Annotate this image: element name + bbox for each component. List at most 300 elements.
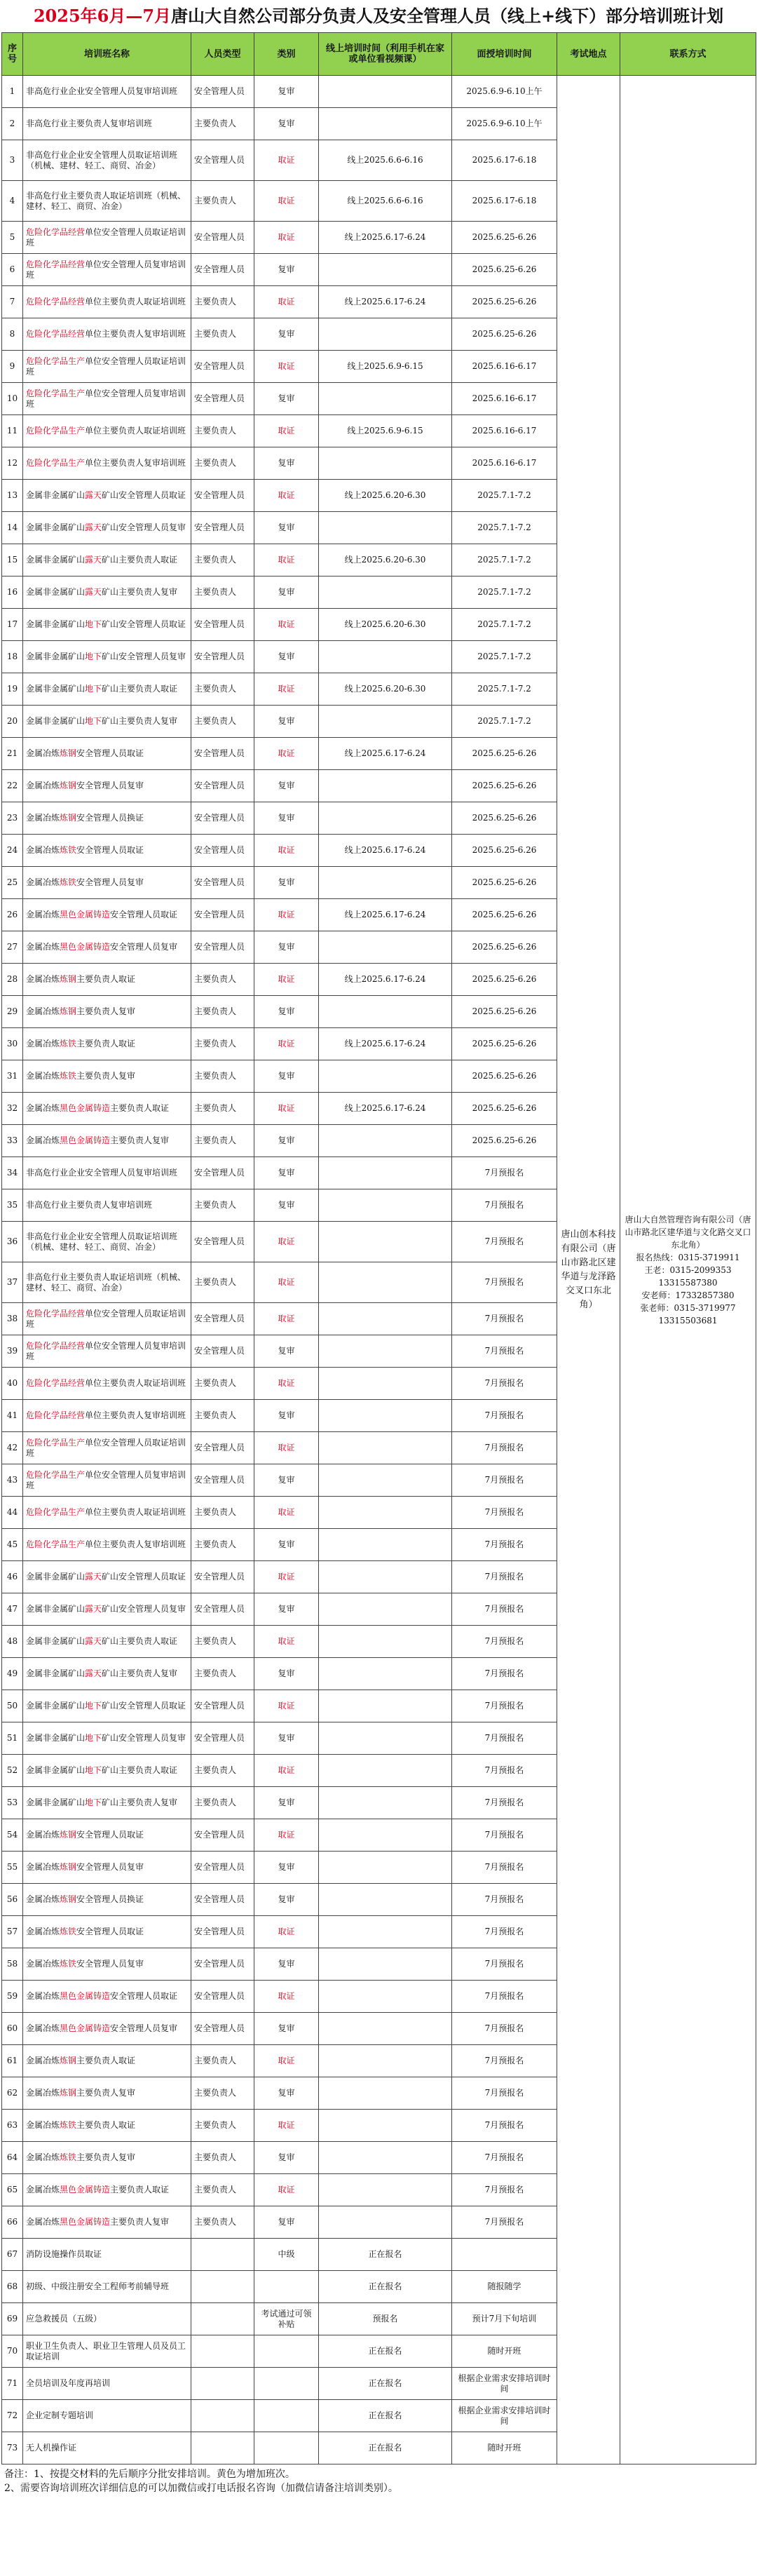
course-name-prefix: 金属冶炼 — [26, 1006, 60, 1016]
online-time: 线上2025.6.17-6.24 — [319, 1093, 452, 1125]
course-name-highlight: 炼铁 — [60, 1039, 77, 1048]
row-number: 1 — [2, 76, 23, 108]
person-type: 安全管理人员 — [191, 351, 254, 383]
person-type: 主要负责人 — [191, 1497, 254, 1529]
offline-time: 7月预报名 — [452, 1981, 557, 2013]
course-name — [23, 1303, 191, 1335]
online-time: 线上2025.6.20-6.30 — [319, 544, 452, 576]
row-number: 30 — [2, 1028, 23, 1060]
offline-time: 7月预报名 — [452, 1400, 557, 1432]
course-category: 取证 — [254, 1755, 319, 1787]
row-number: 37 — [2, 1262, 23, 1303]
row-number: 11 — [2, 415, 23, 447]
online-time — [319, 1884, 452, 1916]
course-name — [23, 2206, 191, 2239]
offline-time: 随时开班 — [452, 2432, 557, 2464]
course-name-suffix: 安全管理人员取证 — [110, 1991, 178, 2001]
offline-time: 7月预报名 — [452, 1529, 557, 1561]
offline-time: 2025.6.25-6.26 — [452, 1125, 557, 1157]
row-number: 50 — [2, 1690, 23, 1722]
row-number: 12 — [2, 447, 23, 480]
course-name-prefix: 金属非金属矿山 — [26, 1636, 86, 1646]
course-name-highlight: 炼钢 — [60, 2056, 77, 2065]
course-category: 取证 — [254, 1432, 319, 1464]
row-number: 15 — [2, 544, 23, 576]
offline-time: 7月预报名 — [452, 1368, 557, 1400]
course-name-prefix: 金属冶炼 — [26, 942, 60, 952]
course-category: 取证 — [254, 480, 319, 512]
online-time: 线上2025.6.6-6.16 — [319, 140, 452, 181]
course-name-highlight: 地下 — [85, 619, 102, 629]
row-number: 53 — [2, 1787, 23, 1819]
course-name-highlight: 炼钢 — [60, 2088, 77, 2098]
course-name-prefix: 无人机操作证 — [26, 2443, 77, 2453]
course-name-prefix: 金属非金属矿山 — [26, 1572, 86, 1582]
course-category: 取证 — [254, 1981, 319, 2013]
row-number: 54 — [2, 1819, 23, 1852]
course-name-highlight: 露天 — [85, 522, 102, 532]
course-category: 取证 — [254, 2045, 319, 2077]
person-type: 安全管理人员 — [191, 140, 254, 181]
course-name-prefix: 非高危行业主要负责人取证培训班（机械、建材、轻工、商贸、冶金） — [26, 1272, 186, 1293]
course-name-prefix: 金属冶炼 — [26, 1927, 60, 1936]
course-name — [23, 1884, 191, 1916]
course-name-suffix: 主要负责人取证 — [76, 2120, 136, 2130]
online-time — [319, 512, 452, 544]
course-name — [23, 1335, 191, 1368]
row-number: 59 — [2, 1981, 23, 2013]
course-category: 复审 — [254, 1125, 319, 1157]
online-time: 正在报名 — [319, 2400, 452, 2432]
course-name-prefix: 金属冶炼 — [26, 877, 60, 887]
course-name-highlight: 黑色金属铸造 — [60, 910, 111, 919]
row-number: 14 — [2, 512, 23, 544]
person-type: 安全管理人员 — [191, 480, 254, 512]
offline-time: 2025.6.25-6.26 — [452, 738, 557, 770]
note-line-1: 备注：1、按提交材料的先后顺序分批安排培训。黄色为增加班次。 — [4, 2469, 295, 2480]
row-number: 67 — [2, 2239, 23, 2271]
course-name — [23, 2239, 191, 2271]
row-number: 20 — [2, 706, 23, 738]
row-number: 60 — [2, 2013, 23, 2045]
online-time — [319, 1464, 452, 1497]
person-type: 安全管理人员 — [191, 1222, 254, 1262]
offline-time: 7月预报名 — [452, 1690, 557, 1722]
online-time — [319, 1222, 452, 1262]
row-number: 36 — [2, 1222, 23, 1262]
course-name — [23, 1787, 191, 1819]
online-time: 线上2025.6.17-6.24 — [319, 964, 452, 996]
course-name-suffix: 矿山主要负责人复审 — [102, 716, 178, 726]
course-name-suffix: 主要负责人取证 — [76, 1039, 136, 1048]
course-name-prefix: 金属冶炼 — [26, 813, 60, 823]
row-number: 40 — [2, 1368, 23, 1400]
course-name-highlight: 危险化学品生产 — [26, 1437, 86, 1448]
course-name-highlight: 炼铁 — [60, 845, 77, 855]
online-time — [319, 1262, 452, 1303]
course-category: 复审 — [254, 706, 319, 738]
online-time — [319, 1981, 452, 2013]
course-category: 复审 — [254, 1658, 319, 1690]
online-time — [319, 1368, 452, 1400]
course-name — [23, 480, 191, 512]
online-time — [319, 1658, 452, 1690]
row-number: 68 — [2, 2271, 23, 2303]
course-name — [23, 1189, 191, 1222]
row-number: 70 — [2, 2335, 23, 2368]
course-name — [23, 1626, 191, 1658]
person-type: 主要负责人 — [191, 673, 254, 706]
course-name-suffix: 主要负责人复审 — [76, 2152, 136, 2162]
course-name-suffix: 矿山主要负责人复审 — [102, 1798, 178, 1807]
course-name-prefix: 非高危行业企业安全管理人员取证培训班（机械、建材、轻工、商贸、冶金） — [26, 149, 178, 170]
course-name-prefix: 金属冶炼 — [26, 2152, 60, 2162]
row-number: 41 — [2, 1400, 23, 1432]
row-number: 26 — [2, 899, 23, 931]
person-type: 安全管理人员 — [191, 76, 254, 108]
course-category: 复审 — [254, 1335, 319, 1368]
offline-time: 7月预报名 — [452, 2174, 557, 2206]
person-type: 安全管理人员 — [191, 1690, 254, 1722]
course-name — [23, 738, 191, 770]
course-category: 复审 — [254, 512, 319, 544]
course-name-highlight: 炼钢 — [60, 748, 77, 758]
offline-time: 2025.6.16-6.17 — [452, 415, 557, 447]
course-name — [23, 140, 191, 181]
course-name-suffix: 矿山主要负责人复审 — [102, 587, 178, 597]
offline-time: 2025.7.1-7.2 — [452, 512, 557, 544]
offline-time: 2025.6.25-6.26 — [452, 770, 557, 802]
course-name-highlight: 炼铁 — [60, 1071, 77, 1081]
online-time — [319, 576, 452, 609]
online-time — [319, 318, 452, 351]
course-name — [23, 383, 191, 415]
course-category: 复审 — [254, 447, 319, 480]
course-name-suffix: 安全管理人员取证 — [76, 748, 144, 758]
online-time — [319, 1561, 452, 1593]
course-name-suffix: 安全管理人员复审 — [110, 942, 178, 952]
course-category: 取证 — [254, 1626, 319, 1658]
offline-time: 7月预报名 — [452, 1432, 557, 1464]
offline-time: 7月预报名 — [452, 2013, 557, 2045]
course-name-suffix: 单位主要负责人复审培训班 — [85, 1410, 186, 1420]
course-category: 复审 — [254, 802, 319, 835]
online-time — [319, 2142, 452, 2174]
offline-time: 7月预报名 — [452, 2142, 557, 2174]
course-name-suffix: 安全管理人员取证 — [76, 1927, 144, 1936]
row-number: 9 — [2, 351, 23, 383]
course-name-suffix: 安全管理人员复审 — [76, 781, 144, 790]
course-category: 复审 — [254, 1060, 319, 1093]
course-name — [23, 1464, 191, 1497]
course-category: 复审 — [254, 383, 319, 415]
contact-line5: 安老师：17332857380 — [641, 1290, 735, 1300]
online-time — [319, 996, 452, 1028]
course-name — [23, 802, 191, 835]
note-line-2: 2、需要咨询培训班次详细信息的可以加微信或打电话报名咨询（加微信请备注培训类别）。 — [4, 2483, 398, 2494]
online-time — [319, 1125, 452, 1157]
person-type: 主要负责人 — [191, 2142, 254, 2174]
online-time: 正在报名 — [319, 2368, 452, 2400]
online-time — [319, 1303, 452, 1335]
course-name-suffix: 主要负责人取证 — [110, 1103, 170, 1113]
notes — [0, 2464, 757, 2498]
course-name — [23, 931, 191, 964]
offline-time: 7月预报名 — [452, 1497, 557, 1529]
exam-location: 唐山创本科技有限公司（唐山市路北区建华道与龙泽路交叉口东北角） — [557, 76, 620, 2464]
course-name-suffix: 单位安全管理人员取证培训班 — [26, 227, 186, 248]
course-name-prefix: 金属冶炼 — [26, 1894, 60, 1904]
course-category: 取证 — [254, 1303, 319, 1335]
course-name-suffix: 矿山安全管理人员复审 — [102, 652, 186, 661]
course-name — [23, 1125, 191, 1157]
row-number: 66 — [2, 2206, 23, 2239]
course-name — [23, 415, 191, 447]
course-name — [23, 222, 191, 254]
person-type: 主要负责人 — [191, 1028, 254, 1060]
person-type: 主要负责人 — [191, 1529, 254, 1561]
offline-time: 2025.6.16-6.17 — [452, 351, 557, 383]
course-name-prefix: 非高危行业企业安全管理人员复审培训班 — [26, 1168, 178, 1178]
course-category: 取证 — [254, 1368, 319, 1400]
course-name-prefix: 金属冶炼 — [26, 1959, 60, 1969]
course-category: 中级 — [254, 2239, 319, 2271]
online-time — [319, 1189, 452, 1222]
course-name — [23, 2045, 191, 2077]
offline-time: 2025.6.25-6.26 — [452, 996, 557, 1028]
course-name-suffix: 矿山主要负责人取证 — [102, 1765, 178, 1775]
course-name-highlight: 危险化学品经营 — [26, 227, 86, 237]
course-name-suffix: 单位安全管理人员复审培训班 — [26, 388, 186, 409]
course-name-highlight: 地下 — [85, 684, 102, 694]
course-name-suffix: 矿山安全管理人员复审 — [102, 1604, 186, 1614]
course-category: 复审 — [254, 318, 319, 351]
course-name-prefix: 金属冶炼 — [26, 2217, 60, 2227]
course-name-suffix: 矿山安全管理人员复审 — [102, 522, 186, 532]
online-time — [319, 1497, 452, 1529]
online-time: 线上2025.6.20-6.30 — [319, 480, 452, 512]
person-type: 主要负责人 — [191, 1787, 254, 1819]
offline-time: 2025.6.25-6.26 — [452, 964, 557, 996]
course-category: 复审 — [254, 1400, 319, 1432]
course-name-highlight: 危险化学品经营 — [26, 259, 86, 269]
course-name-suffix: 矿山主要负责人取证 — [102, 684, 178, 694]
offline-time: 7月预报名 — [452, 1916, 557, 1948]
course-name-prefix: 非高危行业企业安全管理人员复审培训班 — [26, 86, 178, 96]
row-number: 35 — [2, 1189, 23, 1222]
course-name — [23, 1852, 191, 1884]
course-name-suffix: 单位安全管理人员复审培训班 — [26, 1340, 186, 1361]
row-number: 38 — [2, 1303, 23, 1335]
offline-time: 7月预报名 — [452, 1626, 557, 1658]
course-name-suffix: 矿山主要负责人取证 — [102, 1636, 178, 1646]
course-name-prefix: 金属非金属矿山 — [26, 652, 86, 661]
row-number: 33 — [2, 1125, 23, 1157]
row-number: 6 — [2, 254, 23, 286]
offline-time: 2025.7.1-7.2 — [452, 641, 557, 673]
course-name-suffix: 主要负责人复审 — [76, 1071, 136, 1081]
course-name — [23, 964, 191, 996]
course-name-prefix: 金属非金属矿山 — [26, 1604, 86, 1614]
row-number: 34 — [2, 1157, 23, 1189]
course-category: 取证 — [254, 1497, 319, 1529]
person-type: 主要负责人 — [191, 1368, 254, 1400]
course-name-suffix: 安全管理人员复审 — [76, 1862, 144, 1872]
row-number: 47 — [2, 1593, 23, 1626]
course-category: 复审 — [254, 2206, 319, 2239]
table-body — [2, 76, 756, 2464]
course-name-prefix: 金属非金属矿山 — [26, 490, 86, 500]
online-time — [319, 254, 452, 286]
offline-time: 7月预报名 — [452, 2077, 557, 2110]
online-time — [319, 1529, 452, 1561]
course-category: 取证 — [254, 1690, 319, 1722]
course-category: 复审 — [254, 76, 319, 108]
course-name-highlight: 黑色金属铸造 — [60, 1135, 111, 1145]
course-name-suffix: 主要负责人取证 — [76, 2056, 136, 2065]
person-type: 安全管理人员 — [191, 835, 254, 867]
online-time — [319, 447, 452, 480]
row-number: 69 — [2, 2303, 23, 2335]
course-name-prefix: 金属非金属矿山 — [26, 619, 86, 629]
course-name — [23, 76, 191, 108]
course-name-highlight: 炼铁 — [60, 877, 77, 887]
course-category: 复审 — [254, 641, 319, 673]
course-name — [23, 286, 191, 318]
person-type — [191, 2239, 254, 2271]
course-category: 取证 — [254, 1561, 319, 1593]
course-name-highlight: 炼钢 — [60, 781, 77, 790]
row-number: 42 — [2, 1432, 23, 1464]
row-number: 63 — [2, 2110, 23, 2142]
course-name-prefix: 金属非金属矿山 — [26, 1701, 86, 1711]
course-name-highlight: 危险化学品经营 — [26, 1410, 86, 1420]
online-time: 线上2025.6.17-6.24 — [319, 222, 452, 254]
row-number: 18 — [2, 641, 23, 673]
course-name-prefix: 非高危行业主要负责人复审培训班 — [26, 119, 153, 128]
offline-time: 2025.6.25-6.26 — [452, 1028, 557, 1060]
person-type: 安全管理人员 — [191, 383, 254, 415]
course-name-highlight: 炼钢 — [60, 974, 77, 984]
row-number: 25 — [2, 867, 23, 899]
course-name-highlight: 炼铁 — [60, 1959, 77, 1969]
course-name — [23, 318, 191, 351]
course-name-highlight: 炼铁 — [60, 1927, 77, 1936]
online-time — [319, 1722, 452, 1755]
offline-time: 7月预报名 — [452, 1948, 557, 1981]
offline-time: 2025.6.25-6.26 — [452, 286, 557, 318]
course-name — [23, 1755, 191, 1787]
person-type: 安全管理人员 — [191, 899, 254, 931]
course-category: 复审 — [254, 576, 319, 609]
row-number: 72 — [2, 2400, 23, 2432]
person-type: 安全管理人员 — [191, 512, 254, 544]
row-number: 10 — [2, 383, 23, 415]
person-type: 安全管理人员 — [191, 1303, 254, 1335]
course-name-highlight: 危险化学品经营 — [26, 1378, 86, 1388]
person-type: 安全管理人员 — [191, 802, 254, 835]
course-name-suffix: 主要负责人复审 — [110, 1135, 170, 1145]
course-name-suffix: 单位主要负责人取证培训班 — [85, 426, 186, 436]
row-number: 23 — [2, 802, 23, 835]
course-category — [254, 2368, 319, 2400]
header-type: 人员类型 — [191, 33, 254, 76]
offline-time: 随时开班 — [452, 2335, 557, 2368]
online-time — [319, 1948, 452, 1981]
person-type: 主要负责人 — [191, 2110, 254, 2142]
course-name-highlight: 黑色金属铸造 — [60, 942, 111, 952]
course-category: 取证 — [254, 222, 319, 254]
course-name-highlight: 炼铁 — [60, 2120, 77, 2130]
course-name — [23, 835, 191, 867]
course-name — [23, 1400, 191, 1432]
course-name-suffix: 矿山主要负责人复审 — [102, 1668, 178, 1678]
course-category: 取证 — [254, 609, 319, 641]
course-name-suffix: 单位主要负责人复审培训班 — [85, 458, 186, 468]
online-time — [319, 1432, 452, 1464]
person-type: 安全管理人员 — [191, 1157, 254, 1189]
course-category: 取证 — [254, 351, 319, 383]
person-type — [191, 2271, 254, 2303]
course-name-suffix: 矿山安全管理人员复审 — [102, 1733, 186, 1743]
offline-time: 7月预报名 — [452, 1722, 557, 1755]
course-name-prefix: 金属非金属矿山 — [26, 1798, 86, 1807]
course-category: 复审 — [254, 1722, 319, 1755]
person-type: 主要负责人 — [191, 108, 254, 140]
person-type: 安全管理人员 — [191, 1852, 254, 1884]
course-category: 复审 — [254, 1464, 319, 1497]
header-contact: 联系方式 — [620, 33, 756, 76]
course-category: 取证 — [254, 286, 319, 318]
course-category: 复审 — [254, 770, 319, 802]
offline-time: 2025.6.17-6.18 — [452, 140, 557, 181]
row-number: 64 — [2, 2142, 23, 2174]
course-category — [254, 2271, 319, 2303]
course-name — [23, 1981, 191, 2013]
course-name-prefix: 金属冶炼 — [26, 1071, 60, 1081]
online-time — [319, 2206, 452, 2239]
course-name — [23, 2303, 191, 2335]
person-type: 主要负责人 — [191, 1189, 254, 1222]
course-name-highlight: 危险化学品生产 — [26, 1469, 86, 1480]
course-name-suffix: 矿山安全管理人员取证 — [102, 619, 186, 629]
course-category: 复审 — [254, 2077, 319, 2110]
course-name-suffix: 安全管理人员取证 — [110, 910, 178, 919]
course-name-highlight: 危险化学品生产 — [26, 458, 86, 468]
course-name-highlight: 危险化学品经营 — [26, 297, 86, 306]
course-name-highlight: 地下 — [85, 1733, 102, 1743]
online-time — [319, 383, 452, 415]
person-type — [191, 2400, 254, 2432]
course-category: 考试通过可领补贴 — [254, 2303, 319, 2335]
offline-time: 7月预报名 — [452, 1755, 557, 1787]
row-number: 44 — [2, 1497, 23, 1529]
course-category: 取证 — [254, 415, 319, 447]
course-name-prefix: 金属冶炼 — [26, 781, 60, 790]
header-name: 培训班名称 — [23, 33, 191, 76]
course-name-highlight: 地下 — [85, 652, 102, 661]
row-number: 31 — [2, 1060, 23, 1093]
person-type — [191, 2303, 254, 2335]
row-number: 58 — [2, 1948, 23, 1981]
course-name-prefix: 非高危行业主要负责人取证培训班（机械、建材、轻工、商贸、冶金） — [26, 190, 186, 211]
row-number: 16 — [2, 576, 23, 609]
course-category: 取证 — [254, 544, 319, 576]
course-name-highlight: 地下 — [85, 716, 102, 726]
online-time — [319, 2174, 452, 2206]
person-type: 安全管理人员 — [191, 738, 254, 770]
person-type: 主要负责人 — [191, 1755, 254, 1787]
